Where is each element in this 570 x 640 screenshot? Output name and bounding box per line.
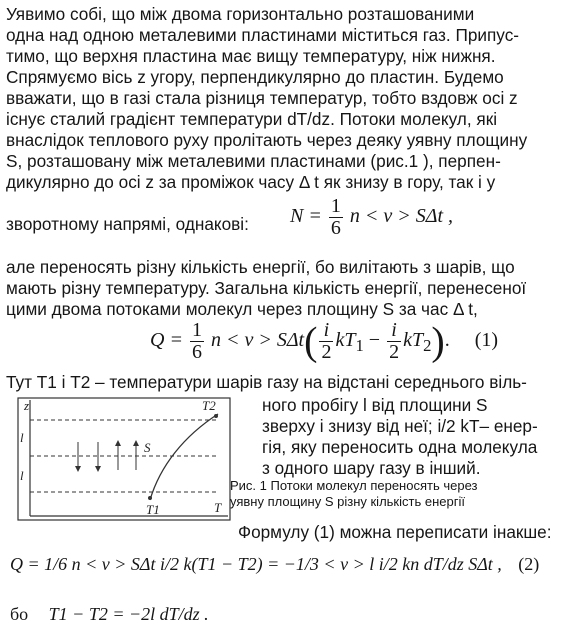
axis-z-label: z: [24, 398, 30, 413]
minus-sign: −: [368, 329, 381, 352]
fraction-numerator: 1: [191, 319, 202, 341]
fraction-denominator: 6: [191, 341, 202, 363]
formula-1-lhs: Q =: [150, 329, 183, 352]
formula-1: [150, 320, 498, 363]
fraction: [319, 320, 333, 363]
equation-number: (1): [474, 329, 499, 352]
formula-3: [10, 604, 209, 625]
fraction-numerator: i: [387, 320, 401, 342]
equation-number: (2): [518, 554, 540, 574]
text-line: вважати, що в газі стала різниця температур, тобто вздовж осі z: [6, 88, 518, 108]
text-line: цими двома потоками молекул через площину S за час Δ t,: [6, 299, 478, 319]
text-line: зверху і знизу від неї; i/2 kT– енер-: [262, 416, 538, 436]
text-line: гія, яку переносить одна молекула: [262, 437, 538, 457]
figure-frame: [18, 398, 230, 520]
subscript: 1: [355, 336, 364, 356]
fraction-numerator: i: [319, 320, 333, 342]
text-line: ного пробігу l від площини S: [262, 395, 488, 415]
fraction-denominator: 2: [389, 341, 400, 363]
formula-n-rhs: n < v > SΔt ,: [349, 205, 454, 228]
temperature-curve: [150, 414, 218, 500]
text-line: Формулу (1) можна переписати інакше:: [238, 522, 552, 542]
caption-line: уявну площину S різну кількість енергії: [230, 494, 465, 509]
text-line: дикулярно до осі z за проміжок часу Δ t як знизу в гору, так і у: [6, 172, 496, 192]
t1-label: T1: [146, 502, 160, 517]
arrowhead: [133, 440, 139, 446]
axis-t-label: T: [214, 500, 222, 515]
formula-n: [290, 196, 453, 239]
right-paren: ): [431, 318, 445, 364]
arrowhead: [115, 440, 121, 446]
text-line: мають різну температуру. Загальна кількість енергії, перенесеної: [6, 278, 527, 298]
point-t1: [148, 496, 152, 500]
fraction: [190, 320, 204, 363]
formula-3-prefix: бо: [10, 604, 29, 624]
fraction-denominator: 6: [330, 217, 341, 239]
formula-1-term: kT: [335, 329, 356, 352]
text-line: внаслідок теплового руху пролітають через деяку уявну площину: [6, 130, 528, 150]
layer-l-lower: l: [20, 468, 24, 483]
text-line: Спрямуємо вісь z угору, перпендикулярно до пластин. Будемо: [6, 67, 504, 87]
formula-1-mid: n < v > SΔt: [210, 329, 305, 352]
formula-n-lhs: N =: [290, 205, 322, 228]
plane-s-label: S: [144, 440, 151, 455]
point-t2: [214, 414, 218, 418]
text-line: існує сталий градієнт температури dT/dz. Потоки молекул, які: [6, 109, 498, 129]
left-paren: (: [304, 318, 318, 364]
formula-1-term: kT: [403, 329, 424, 352]
t2-label: T2: [202, 398, 216, 413]
figure-1: [16, 396, 236, 526]
fraction: [329, 196, 343, 239]
formula-3-text: T1 − T2 = −2l dT/dz .: [48, 604, 209, 624]
arrowhead: [75, 466, 81, 472]
period: .: [444, 329, 450, 352]
fraction-denominator: 2: [321, 341, 332, 363]
fraction-numerator: 1: [330, 195, 341, 217]
formula-2-text: Q = 1/6 n < v > SΔt i/2 k(T1 − T2) = −1/3 < v > l i/2 kn dT/dz SΔt ,: [10, 554, 502, 574]
text-line: тимо, що верхня пластина має вищу температуру, ніж нижня.: [6, 46, 496, 66]
text-line: Уявимо собі, що між двома горизонтально розташованими: [6, 4, 475, 24]
caption-line: Рис. 1 Потоки молекул переносять через: [230, 478, 478, 493]
layer-l-upper: l: [20, 430, 24, 445]
arrowhead: [95, 466, 101, 472]
subscript: 2: [423, 336, 432, 356]
figure-caption: [230, 478, 477, 510]
text-line: зворотному напрямі, однакові:: [6, 214, 249, 234]
fraction: [387, 320, 401, 363]
text-line: S, розташовану між металевими пластинами (рис.1 ), перпен-: [6, 151, 501, 171]
text-line: з одного шару газу в інший.: [262, 458, 481, 478]
formula-2: [10, 554, 539, 575]
text-line: але переносять різну кількість енергії, бо вилітають з шарів, що: [6, 257, 515, 277]
text-line: Тут T1 і T2 – температури шарів газу на відстані середнього віль-: [6, 372, 527, 392]
text-line: одна над одною металевими пластинами міститься газ. Припус-: [6, 25, 520, 45]
